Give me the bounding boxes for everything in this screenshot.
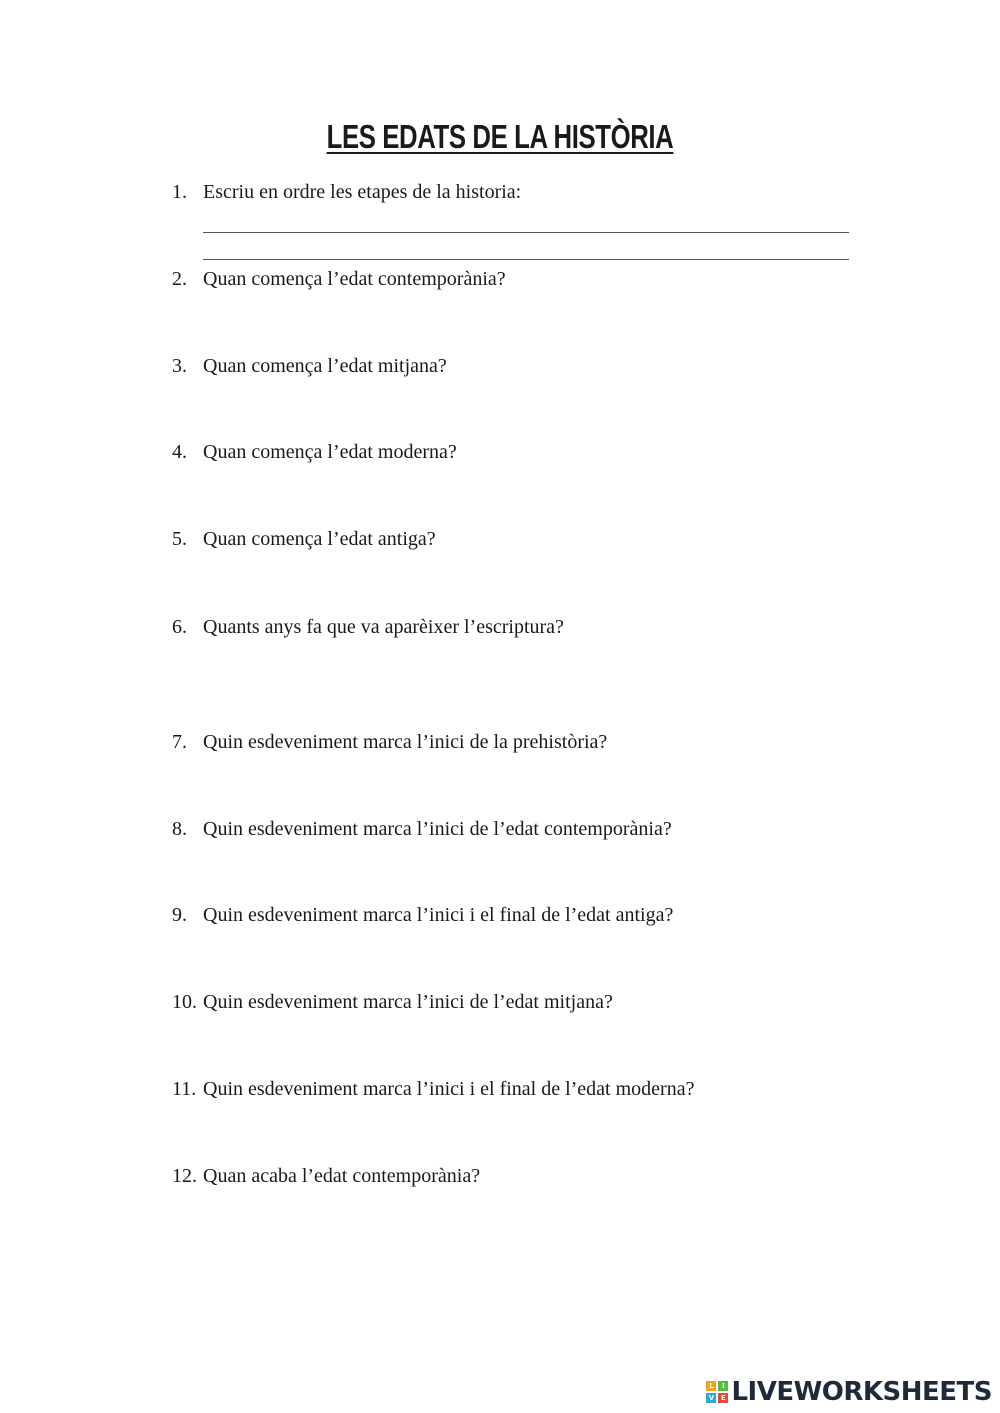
question-number: 6. <box>172 616 187 638</box>
question-2 <box>172 267 506 291</box>
question-number: 7. <box>172 731 187 753</box>
question-number: 4. <box>172 441 187 463</box>
question-number: 9. <box>172 904 187 926</box>
question-text: Quin esdeveniment marca l’inici de l’edat mitjana? <box>203 991 613 1013</box>
logo-cell: V <box>706 1393 716 1403</box>
question-9 <box>172 903 673 927</box>
question-text: Quan acaba l’edat contemporània? <box>203 1165 481 1187</box>
question-text: Quin esdeveniment marca l’inici i el final de l’edat antiga? <box>203 904 674 926</box>
question-3 <box>172 354 447 378</box>
question-number: 10. <box>172 991 197 1013</box>
question-4 <box>172 440 457 464</box>
question-12 <box>172 1164 480 1188</box>
question-7 <box>172 730 607 754</box>
worksheet-title-text: LES EDATS DE LA HISTÒRIA <box>326 118 674 155</box>
question-6 <box>172 615 564 639</box>
answer-line-1[interactable] <box>203 232 849 233</box>
worksheet-title <box>110 118 890 156</box>
question-text: Quan comença l’edat contemporània? <box>203 268 506 290</box>
logo-cell: L <box>706 1381 716 1391</box>
question-number: 3. <box>172 355 187 377</box>
liveworksheets-logo-icon <box>706 1381 728 1403</box>
question-text: Quan comença l’edat antiga? <box>203 528 436 550</box>
question-number: 1. <box>172 181 187 203</box>
question-10 <box>172 990 613 1014</box>
question-number: 2. <box>172 268 187 290</box>
logo-cell: E <box>718 1393 728 1403</box>
question-text: Quin esdeveniment marca l’inici i el final de l’edat moderna? <box>203 1078 695 1100</box>
question-number: 11. <box>172 1078 197 1100</box>
answer-line-2[interactable] <box>203 259 849 260</box>
liveworksheets-footer <box>706 1377 992 1407</box>
question-text: Quants anys fa que va aparèixer l’escriptura? <box>203 616 564 638</box>
question-number: 5. <box>172 528 187 550</box>
question-text: Quan comença l’edat moderna? <box>203 441 457 463</box>
question-text: Quin esdeveniment marca l’inici de l’edat contemporània? <box>203 818 672 840</box>
question-text: Escriu en ordre les etapes de la historia: <box>203 181 522 203</box>
logo-cell: I <box>718 1381 728 1391</box>
question-text: Quan comença l’edat mitjana? <box>203 355 447 377</box>
question-number: 8. <box>172 818 187 840</box>
question-1 <box>172 180 521 204</box>
question-5 <box>172 527 436 551</box>
question-text: Quin esdeveniment marca l’inici de la prehistòria? <box>203 731 608 753</box>
question-number: 12. <box>172 1165 197 1187</box>
question-11 <box>172 1077 694 1101</box>
question-8 <box>172 817 672 841</box>
liveworksheets-brand: LIVEWORKSHEETS <box>731 1377 992 1407</box>
